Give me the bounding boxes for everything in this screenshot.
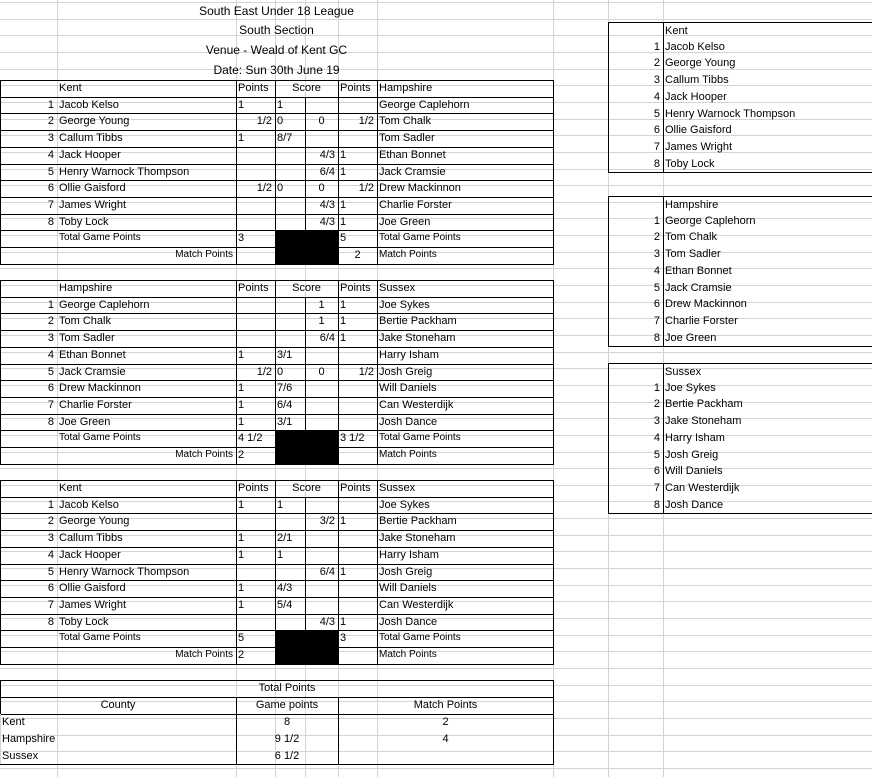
away-points-header: Points	[340, 282, 371, 294]
home-player-name: Toby Lock	[59, 616, 109, 628]
score-cell	[275, 297, 305, 313]
away-player-points: 1	[340, 199, 347, 211]
board-number: 3	[47, 532, 54, 544]
away-player-name: Tom Chalk	[379, 115, 431, 127]
home-player-points: 1	[238, 399, 245, 411]
board-number: 4	[47, 349, 54, 361]
score-cell: 8/7	[277, 132, 293, 144]
roster-player-name: Bertie Packham	[665, 398, 743, 410]
score-cell: 1	[277, 549, 284, 561]
county-match-points: 4	[442, 733, 449, 745]
away-player-points	[338, 547, 377, 563]
away-player-name: Can Westerdijk	[379, 599, 454, 611]
county-name: Kent	[2, 716, 25, 728]
away-player-name: Josh Dance	[379, 616, 438, 628]
county-name: Sussex	[2, 750, 39, 762]
score-cell: 6/4	[319, 566, 335, 578]
away-player-points	[338, 97, 377, 113]
score-header: Score	[292, 282, 321, 294]
roster-board-number: 5	[653, 282, 660, 294]
home-player-name: Jack Hooper	[59, 149, 121, 161]
away-match-points	[338, 647, 377, 663]
section-title: South Section	[239, 23, 314, 37]
away-player-name: George Caplehorn	[379, 99, 470, 111]
score-cell: 3/1	[277, 416, 293, 428]
roster-board-number: 2	[653, 231, 660, 243]
roster-board-number: 8	[653, 158, 660, 170]
away-player-points: 1	[340, 332, 347, 344]
county-name: Hampshire	[2, 733, 56, 745]
away-player-name: Jake Stoneham	[379, 532, 456, 544]
roster-player-name: Harry Isham	[665, 432, 725, 444]
roster-player-name: Tom Sadler	[665, 248, 721, 260]
away-total-game-points: 3	[340, 632, 347, 644]
roster-board-number: 1	[653, 41, 660, 53]
home-total-game-points: 5	[238, 632, 245, 644]
board-number: 5	[47, 566, 54, 578]
home-player-name: Toby Lock	[59, 216, 109, 228]
total-game-points-label: Total Game Points	[59, 232, 141, 243]
score-cell: 3/2	[319, 515, 335, 527]
score-cell: 0	[277, 115, 284, 127]
score-cell	[275, 214, 305, 230]
score-cell: 1	[318, 299, 325, 311]
away-player-name: Harry Isham	[379, 549, 439, 561]
home-player-name: Ollie Gaisford	[59, 582, 126, 594]
roster-player-name: George Young	[665, 57, 736, 69]
board-number: 4	[47, 149, 54, 161]
score-cell: 2/1	[277, 532, 293, 544]
away-player-points: 1	[340, 216, 347, 228]
board-number: 4	[47, 549, 54, 561]
roster-board-number: 3	[653, 248, 660, 260]
home-player-points: 1	[238, 582, 245, 594]
county-game-points: 6 1/2	[274, 750, 300, 762]
home-player-points: 1/2	[256, 182, 272, 194]
score-cell: 4/3	[277, 582, 293, 594]
roster-player-name: Ollie Gaisford	[665, 124, 732, 136]
score-cell	[305, 530, 338, 546]
home-player-points	[236, 214, 275, 230]
home-player-name: George Young	[59, 515, 130, 527]
home-player-points: 1	[238, 499, 245, 511]
roster-player-name: Josh Greig	[665, 449, 719, 461]
away-player-points: 1/2	[358, 182, 374, 194]
score-cell: 1	[277, 99, 284, 111]
away-team-header: Sussex	[379, 282, 416, 294]
away-team-header: Hampshire	[379, 82, 433, 94]
home-player-name: Callum Tibbs	[59, 132, 123, 144]
score-cell	[305, 113, 338, 129]
home-points-header: Points	[238, 82, 269, 94]
score-cell: 7/6	[277, 382, 293, 394]
score-header: Score	[292, 82, 321, 94]
away-player-name: Drew Mackinnon	[379, 182, 461, 194]
score-cell	[305, 597, 338, 613]
score-cell	[275, 313, 305, 329]
roster-board-number: 7	[653, 482, 660, 494]
away-player-name: Ethan Bonnet	[379, 149, 446, 161]
score-cell	[275, 197, 305, 213]
home-points-header: Points	[238, 482, 269, 494]
score-cell	[305, 397, 338, 413]
home-player-points: 1	[238, 132, 245, 144]
home-player-name: Ethan Bonnet	[59, 349, 126, 361]
score-cell: 1	[277, 499, 284, 511]
roster-board-number: 8	[653, 332, 660, 344]
score-cell: 0	[318, 366, 325, 378]
roster-player-name: Jack Hooper	[665, 91, 727, 103]
roster-player-name: Can Westerdijk	[665, 482, 740, 494]
roster-board-number: 6	[653, 298, 660, 310]
score-cell	[305, 130, 338, 146]
score-cell	[305, 297, 338, 313]
away-player-name: Joe Sykes	[379, 299, 430, 311]
home-player-name: Charlie Forster	[59, 399, 132, 411]
roster-player-name: James Wright	[665, 141, 733, 153]
board-number: 5	[47, 166, 54, 178]
home-points-header: Points	[238, 282, 269, 294]
total-game-points-label: Total Game Points	[379, 632, 461, 643]
away-player-points: 1	[340, 166, 347, 178]
home-player-points: 1	[238, 549, 245, 561]
score-cell: 3/1	[277, 349, 293, 361]
away-player-name: Will Daniels	[379, 382, 437, 394]
away-player-points	[338, 130, 377, 146]
away-player-name: Can Westerdijk	[379, 399, 454, 411]
roster-team-name: Hampshire	[665, 199, 719, 211]
score-cell: 4/3	[319, 216, 335, 228]
home-team-header: Hampshire	[59, 282, 113, 294]
roster-board-number: 4	[653, 432, 660, 444]
home-player-name: Henry Warnock Thompson	[59, 166, 190, 178]
home-player-name: James Wright	[59, 199, 127, 211]
score-cell	[305, 364, 338, 380]
away-player-points	[338, 497, 377, 513]
away-player-points: 1	[340, 515, 347, 527]
away-player-name: Bertie Packham	[379, 315, 457, 327]
home-match-points: 2	[238, 649, 245, 661]
score-header: Score	[292, 482, 321, 494]
score-cell: 1	[318, 315, 325, 327]
score-cell	[305, 347, 338, 363]
total-game-points-label: Total Game Points	[379, 432, 461, 443]
away-match-points	[338, 447, 377, 463]
roster-board-number: 2	[653, 57, 660, 69]
match-points-label: Match Points	[379, 449, 437, 460]
home-player-points: 1	[238, 382, 245, 394]
away-player-name: Jake Stoneham	[379, 332, 456, 344]
match-points-column-header: Match Points	[413, 699, 478, 711]
score-cell	[305, 414, 338, 430]
blacked-out-score-cell	[275, 231, 338, 264]
away-player-name: Josh Greig	[379, 366, 433, 378]
roster-board-number: 4	[653, 265, 660, 277]
score-cell: 4/3	[319, 616, 335, 628]
board-number: 2	[47, 115, 54, 127]
roster-player-name: Jacob Kelso	[665, 41, 725, 53]
roster-player-name: Charlie Forster	[665, 315, 738, 327]
board-number: 8	[47, 416, 54, 428]
home-match-points: 2	[238, 449, 245, 461]
home-total-game-points: 3	[238, 232, 245, 244]
roster-player-name: Callum Tibbs	[665, 74, 729, 86]
home-player-points	[236, 197, 275, 213]
away-player-points: 1/2	[358, 366, 374, 378]
away-player-name: Harry Isham	[379, 349, 439, 361]
away-player-points	[338, 347, 377, 363]
roster-player-name: Ethan Bonnet	[665, 265, 732, 277]
roster-board-number: 6	[653, 465, 660, 477]
score-cell	[305, 97, 338, 113]
total-game-points-label: Total Game Points	[59, 432, 141, 443]
home-player-name: Callum Tibbs	[59, 532, 123, 544]
roster-board-number: 8	[653, 499, 660, 511]
board-number: 6	[47, 382, 54, 394]
score-cell: 4/3	[319, 149, 335, 161]
home-match-points	[236, 247, 275, 263]
score-cell	[305, 180, 338, 196]
home-player-name: Jacob Kelso	[59, 99, 119, 111]
roster-board-number: 1	[653, 215, 660, 227]
away-total-game-points: 3 1/2	[340, 432, 365, 444]
match-points-label: Match Points	[175, 249, 233, 260]
date-label: Date: Sun 30th June 19	[213, 63, 340, 77]
board-number: 7	[47, 399, 54, 411]
score-cell: 0	[318, 115, 325, 127]
away-player-points: 1	[340, 315, 347, 327]
score-cell	[305, 313, 338, 329]
score-cell: 4/3	[319, 199, 335, 211]
home-player-points	[236, 313, 275, 329]
roster-board-number: 4	[653, 91, 660, 103]
roster-player-name: Jack Cramsie	[665, 282, 732, 294]
roster-player-name: Will Daniels	[665, 465, 723, 477]
score-cell	[275, 564, 305, 580]
score-cell	[305, 547, 338, 563]
score-cell	[275, 513, 305, 529]
roster-player-name: Jake Stoneham	[665, 415, 742, 427]
home-player-points	[236, 513, 275, 529]
home-player-name: James Wright	[59, 599, 127, 611]
match-points-label: Match Points	[379, 249, 437, 260]
total-game-points-label: Total Game Points	[59, 632, 141, 643]
home-player-name: George Caplehorn	[59, 299, 150, 311]
score-cell: 0	[318, 182, 325, 194]
home-player-name: Tom Chalk	[59, 315, 111, 327]
home-player-points: 1	[238, 599, 245, 611]
home-player-points: 1	[238, 532, 245, 544]
away-player-points: 1	[340, 299, 347, 311]
roster-board-number: 7	[653, 141, 660, 153]
match-points-label: Match Points	[175, 649, 233, 660]
home-player-name: Joe Green	[59, 416, 111, 428]
home-player-points	[236, 147, 275, 163]
board-number: 1	[47, 99, 54, 111]
board-number: 6	[47, 582, 54, 594]
away-player-points	[338, 414, 377, 430]
score-cell: 5/4	[277, 599, 293, 611]
roster-player-name: Henry Warnock Thompson	[665, 108, 796, 120]
score-cell: 6/4	[319, 166, 335, 178]
score-cell: 6/4	[277, 399, 293, 411]
away-player-name: Jack Cramsie	[379, 166, 446, 178]
home-player-points	[236, 330, 275, 346]
away-total-game-points: 5	[340, 232, 347, 244]
total-points-title: Total Points	[258, 682, 316, 694]
away-player-name: Bertie Packham	[379, 515, 457, 527]
home-team-header: Kent	[59, 82, 82, 94]
home-player-points	[236, 164, 275, 180]
roster-player-name: Joe Sykes	[665, 382, 716, 394]
away-player-name: Joe Sykes	[379, 499, 430, 511]
score-cell	[305, 497, 338, 513]
roster-board-number: 2	[653, 398, 660, 410]
home-player-points: 1	[238, 416, 245, 428]
roster-board-number: 5	[653, 108, 660, 120]
score-cell	[275, 614, 305, 630]
home-player-name: Jack Cramsie	[59, 366, 126, 378]
roster-board-number: 1	[653, 382, 660, 394]
roster-player-name: Joe Green	[665, 332, 717, 344]
away-player-points: 1	[340, 616, 347, 628]
roster-player-name: Tom Chalk	[665, 231, 717, 243]
county-match-points: 2	[442, 716, 449, 728]
county-match-points	[338, 748, 553, 764]
home-player-points: 1	[238, 349, 245, 361]
home-player-name: George Young	[59, 115, 130, 127]
away-player-points: 1	[340, 149, 347, 161]
match-points-label: Match Points	[175, 449, 233, 460]
home-player-name: Jacob Kelso	[59, 499, 119, 511]
away-player-name: Will Daniels	[379, 582, 437, 594]
roster-board-number: 6	[653, 124, 660, 136]
county-game-points: 9 1/2	[274, 733, 300, 745]
score-cell	[275, 147, 305, 163]
away-player-name: Josh Greig	[379, 566, 433, 578]
roster-team-name: Sussex	[665, 366, 702, 378]
home-player-points	[236, 614, 275, 630]
score-cell	[305, 580, 338, 596]
roster-board-number: 5	[653, 449, 660, 461]
board-number: 5	[47, 366, 54, 378]
board-number: 1	[47, 499, 54, 511]
roster-team-name: Kent	[665, 25, 688, 37]
home-player-name: Jack Hooper	[59, 549, 121, 561]
board-number: 3	[47, 332, 54, 344]
away-points-header: Points	[340, 482, 371, 494]
home-player-name: Drew Mackinnon	[59, 382, 141, 394]
roster-player-name: George Caplehorn	[665, 215, 756, 227]
blacked-out-score-cell	[275, 431, 338, 464]
home-team-header: Kent	[59, 482, 82, 494]
home-total-game-points: 4 1/2	[238, 432, 263, 444]
away-player-name: Josh Dance	[379, 416, 438, 428]
county-column-header: County	[100, 699, 136, 711]
board-number: 8	[47, 216, 54, 228]
match-points-label: Match Points	[379, 649, 437, 660]
venue-label: Venue - Weald of Kent GC	[205, 43, 348, 57]
board-number: 2	[47, 515, 54, 527]
away-player-points: 1/2	[358, 115, 374, 127]
board-number: 7	[47, 599, 54, 611]
away-player-points	[338, 580, 377, 596]
score-cell	[275, 330, 305, 346]
home-player-name: Tom Sadler	[59, 332, 115, 344]
home-player-name: Henry Warnock Thompson	[59, 566, 190, 578]
blacked-out-score-cell	[275, 631, 338, 664]
board-number: 3	[47, 132, 54, 144]
board-number: 1	[47, 299, 54, 311]
score-cell	[275, 164, 305, 180]
away-player-points	[338, 397, 377, 413]
game-points-column-header: Game points	[255, 699, 319, 711]
total-game-points-label: Total Game Points	[379, 232, 461, 243]
score-cell: 0	[277, 182, 284, 194]
away-player-points: 1	[340, 566, 347, 578]
score-cell: 6/4	[319, 332, 335, 344]
away-player-points	[338, 530, 377, 546]
roster-player-name: Toby Lock	[665, 158, 715, 170]
county-game-points: 8	[283, 716, 291, 728]
away-player-name: Charlie Forster	[379, 199, 452, 211]
away-player-name: Tom Sadler	[379, 132, 435, 144]
roster-player-name: Josh Dance	[665, 499, 724, 511]
away-player-points	[338, 597, 377, 613]
away-player-name: Joe Green	[379, 216, 431, 228]
score-cell	[305, 380, 338, 396]
away-player-points	[338, 380, 377, 396]
score-cell: 0	[277, 366, 284, 378]
board-number: 2	[47, 315, 54, 327]
home-player-points: 1	[238, 99, 245, 111]
away-match-points: 2	[354, 249, 361, 261]
roster-board-number: 3	[653, 415, 660, 427]
board-number: 8	[47, 616, 54, 628]
home-player-points	[236, 564, 275, 580]
board-number: 6	[47, 182, 54, 194]
home-player-name: Ollie Gaisford	[59, 182, 126, 194]
roster-player-name: Drew Mackinnon	[665, 298, 747, 310]
home-player-points: 1/2	[256, 366, 272, 378]
league-title: South East Under 18 League	[199, 4, 354, 18]
away-points-header: Points	[340, 82, 371, 94]
roster-board-number: 7	[653, 315, 660, 327]
home-player-points	[236, 297, 275, 313]
home-player-points: 1/2	[256, 115, 272, 127]
board-number: 7	[47, 199, 54, 211]
away-team-header: Sussex	[379, 482, 416, 494]
roster-board-number: 3	[653, 74, 660, 86]
